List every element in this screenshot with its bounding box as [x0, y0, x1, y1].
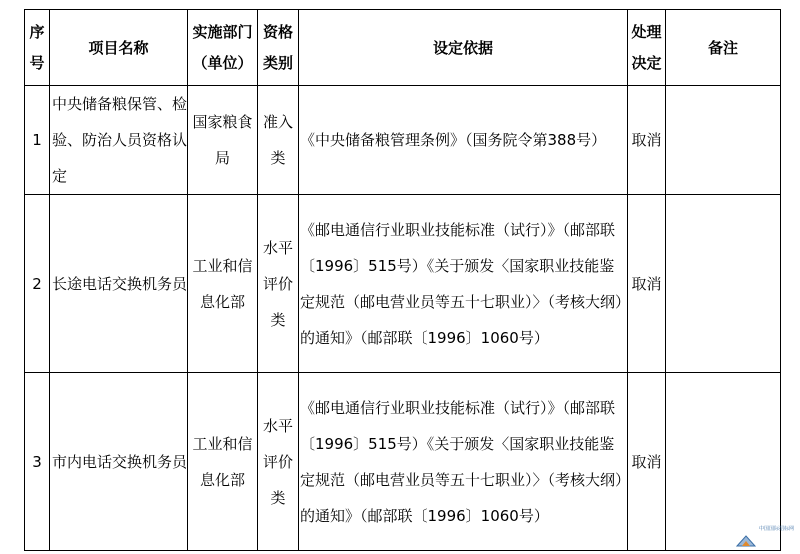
row-remark — [666, 373, 781, 551]
row-dept: 工业和信息化部 — [188, 195, 258, 373]
row-remark — [666, 86, 781, 195]
header-row — [25, 10, 781, 86]
row-name: 长途电话交换机务员 — [50, 195, 188, 373]
table-row — [25, 86, 781, 195]
header-dept: 实施部门（单位） — [188, 10, 258, 86]
row-index: 1 — [25, 86, 50, 195]
watermark-text: 中国国际招标网 — [758, 526, 794, 532]
row-dept: 国家粮食局 — [188, 86, 258, 195]
header-index: 序号 — [25, 10, 50, 86]
row-name: 市内电话交换机务员 — [50, 373, 188, 551]
row-basis: 《邮电通信行业职业技能标准（试行）》（邮部联〔1996〕515号）《关于颁发〈国家职业技能鉴定规范（邮电营业员等五十七职业）〉（考核大纲）的通知》（邮部联〔1996〕1060号） — [299, 195, 628, 373]
row-basis: 《中央储备粮管理条例》（国务院令第388号） — [299, 86, 628, 195]
header-name: 项目名称 — [50, 10, 188, 86]
row-index: 3 — [25, 373, 50, 551]
row-dept: 工业和信息化部 — [188, 373, 258, 551]
row-name: 中央储备粮保管、检验、防治人员资格认定 — [50, 86, 188, 195]
header-basis: 设定依据 — [299, 10, 628, 86]
row-basis: 《邮电通信行业职业技能标准（试行）》（邮部联〔1996〕515号）《关于颁发〈国家职业技能鉴定规范（邮电营业员等五十七职业）〉（考核大纲）的通知》（邮部联〔1996〕1060号） — [299, 373, 628, 551]
row-decision: 取消 — [628, 373, 666, 551]
table-row — [25, 373, 781, 551]
table-row — [25, 195, 781, 373]
header-decision: 处理决定 — [628, 10, 666, 86]
row-category: 准入类 — [258, 86, 299, 195]
row-category: 水平评价类 — [258, 373, 299, 551]
qualification-table — [24, 9, 781, 551]
row-index: 2 — [25, 195, 50, 373]
row-decision: 取消 — [628, 195, 666, 373]
header-category: 资格类别 — [258, 10, 299, 86]
row-category: 水平评价类 — [258, 195, 299, 373]
row-decision: 取消 — [628, 86, 666, 195]
row-remark — [666, 195, 781, 373]
header-remark: 备注 — [666, 10, 781, 86]
